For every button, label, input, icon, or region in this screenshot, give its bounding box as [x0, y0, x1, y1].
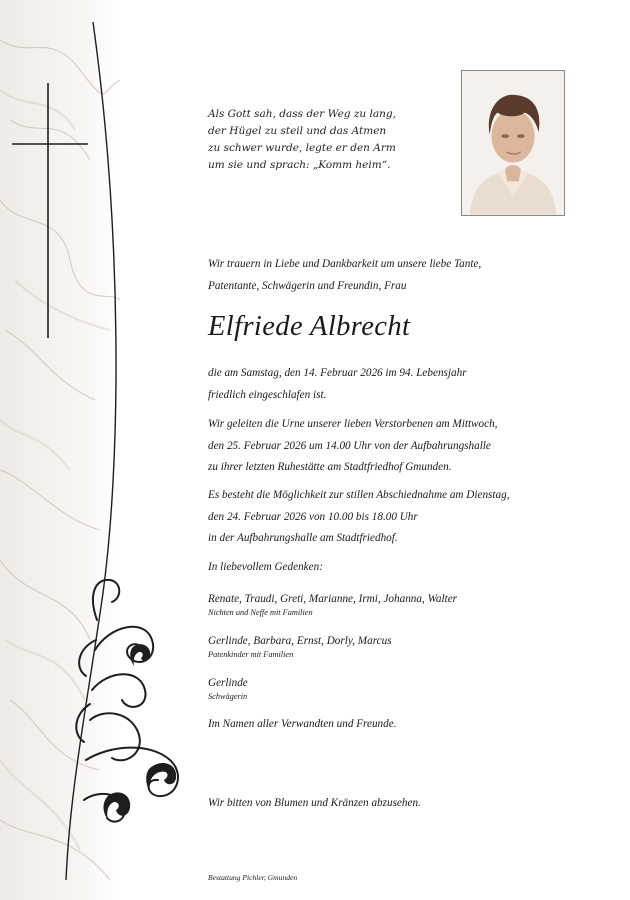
undertaker-credit: Bestattung Pichler, Gmunden: [208, 873, 298, 882]
relatives-line: Im Namen aller Verwandten und Freunde.: [208, 718, 397, 730]
death-notice-line: friedlich eingeschlafen ist.: [208, 388, 327, 401]
mourner-relation: Schwägerin: [208, 692, 248, 701]
death-notice: [208, 363, 467, 406]
mourner-group: [208, 633, 392, 660]
death-notice-line: die am Samstag, den 14. Februar 2026 im 94. Lebensjahr: [208, 367, 467, 379]
intro-text: [208, 254, 481, 297]
farewell-info: [208, 485, 510, 550]
poem-line: zu schwer wurde, legte er den Arm: [208, 142, 396, 154]
burial-line: den 25. Februar 2026 um 14.00 Uhr von der Aufbahrungshalle: [208, 439, 491, 452]
mourner-group: [208, 675, 248, 702]
intro-line: Patentante, Schwägerin und Freundin, Frau: [208, 279, 407, 292]
poem-line: der Hügel zu steil und das Atmen: [208, 125, 387, 137]
farewell-line: Es besteht die Möglichkeit zur stillen Abschiednahme am Dienstag,: [208, 489, 510, 501]
burial-info: [208, 414, 497, 479]
burial-line: Wir geleiten die Urne unserer lieben Verstorbenen am Mittwoch,: [208, 418, 498, 430]
flourish-ornament: [76, 580, 178, 822]
poem-line: um sie und sprach: „Komm heim“.: [208, 159, 391, 171]
decorative-ornament: [0, 0, 200, 900]
burial-line: zu ihrer letzten Ruhestätte am Stadtfriedhof Gmunden.: [208, 461, 452, 473]
mourner-names: Renate, Traudi, Greti, Marianne, Irmi, Johanna, Walter: [208, 593, 458, 605]
memory-heading: In liebevollem Gedenken:: [208, 561, 323, 573]
mourner-names: Gerlinde, Barbara, Ernst, Dorly, Marcus: [208, 635, 392, 647]
deceased-name: Elfriede Albrecht: [208, 311, 411, 342]
mourner-names: Gerlinde: [208, 677, 248, 689]
poem-line: Als Gott sah, dass der Weg zu lang,: [208, 108, 396, 120]
mourner-group: [208, 591, 457, 618]
cross-icon: [12, 83, 88, 338]
portrait-photo: [461, 70, 565, 216]
mourner-relation: Nichten und Neffe mit Familien: [208, 608, 313, 617]
farewell-line: in der Aufbahrungshalle am Stadtfriedhof.: [208, 532, 398, 544]
intro-line: Wir trauern in Liebe und Dankbarkeit um unsere liebe Tante,: [208, 258, 482, 270]
mourner-relation: Patenkinder mit Familien: [208, 650, 294, 659]
farewell-line: den 24. Februar 2026 von 10.00 bis 18.00 Uhr: [208, 510, 418, 523]
poem-verse: [208, 106, 458, 174]
flowers-request: Wir bitten von Blumen und Kränzen abzusehen.: [208, 797, 421, 809]
